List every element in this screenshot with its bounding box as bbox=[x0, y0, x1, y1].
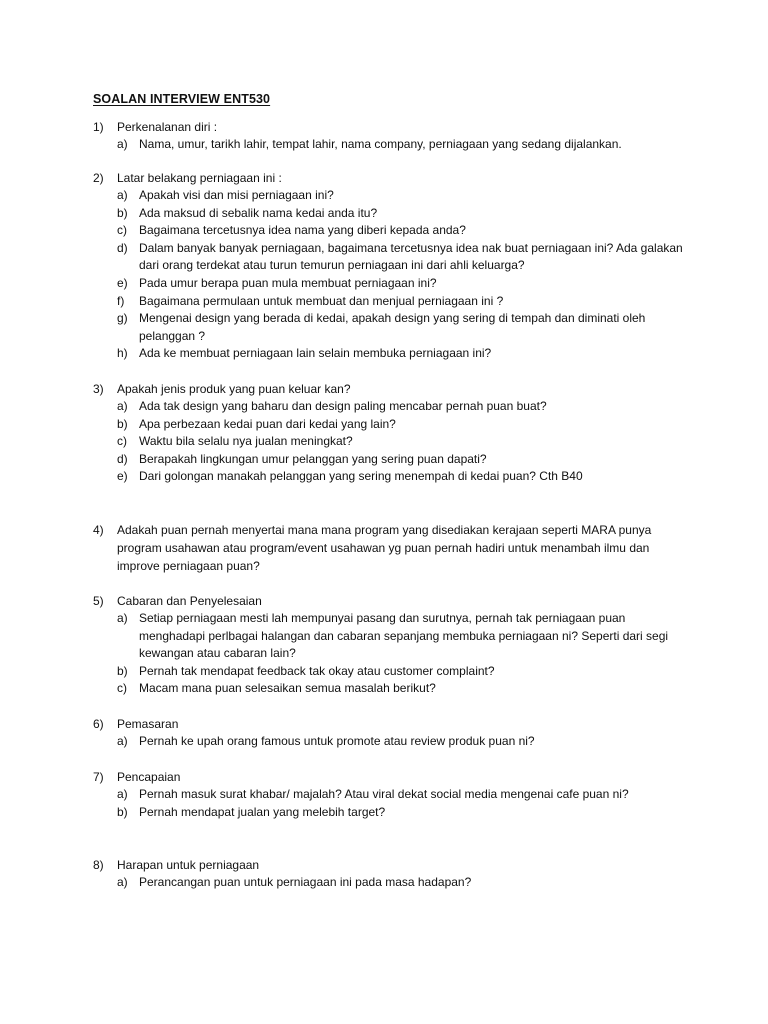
sub-question bbox=[93, 222, 683, 240]
sub-question bbox=[93, 205, 683, 223]
sub-question-text: Perancangan puan untuk perniagaan ini pada masa hadapan? bbox=[139, 875, 472, 889]
sub-question-text: Berapakah lingkungan umur pelanggan yang sering puan dapati? bbox=[139, 451, 487, 466]
sub-question-text: Ada maksud di sebalik nama kedai anda itu? bbox=[139, 205, 378, 220]
question-3 bbox=[93, 380, 683, 486]
sub-question-text: Pernah ke upah orang famous untuk promote atau review produk puan ni? bbox=[139, 734, 535, 748]
sub-question-letter: a) bbox=[117, 399, 128, 413]
sub-question bbox=[93, 310, 683, 345]
sub-question-text: Macam mana puan selesaikan semua masalah berikut? bbox=[139, 681, 436, 696]
question-number: 8) bbox=[93, 858, 104, 872]
sub-question bbox=[93, 804, 683, 822]
sub-question-letter: f) bbox=[117, 293, 125, 308]
question-text: Harapan untuk perniagaan bbox=[117, 858, 260, 872]
sub-question-text: Bagaimana tercetusnya idea nama yang diberi kepada anda? bbox=[139, 223, 466, 238]
sub-question-letter: b) bbox=[117, 416, 128, 431]
sub-question bbox=[93, 786, 683, 804]
sub-question bbox=[93, 275, 683, 293]
sub-question-text: Ada tak design yang baharu dan design paling mencabar pernah puan buat? bbox=[139, 399, 547, 413]
question-text: Apakah jenis produk yang puan keluar kan? bbox=[117, 382, 351, 396]
sub-question-letter: a) bbox=[117, 787, 128, 801]
sub-question bbox=[93, 416, 683, 434]
sub-question-letter: d) bbox=[117, 240, 128, 255]
question-4 bbox=[93, 521, 683, 575]
question-text: Adakah puan pernah menyertai mana mana program yang disediakan kerajaan seperti MARA punya program usahawan atau program/event usahawan yg puan pernah hadiri untuk menambah ilmu dan improve perniagaan puan? bbox=[117, 523, 652, 573]
question-1 bbox=[93, 118, 683, 154]
sub-question-text: Waktu bila selalu nya jualan meningkat? bbox=[139, 434, 353, 449]
question-number: 7) bbox=[93, 770, 104, 784]
sub-question-letter: b) bbox=[117, 205, 128, 220]
sub-question bbox=[93, 240, 683, 275]
question-number: 1) bbox=[93, 120, 104, 134]
sub-question-text: Pernah masuk surat khabar/ majalah? Atau viral dekat social media mengenai cafe puan ni? bbox=[139, 787, 629, 801]
sub-question bbox=[93, 433, 683, 451]
sub-question-letter: a) bbox=[117, 188, 128, 202]
sub-question-text: Ada ke membuat perniagaan lain selain membuka perniagaan ini? bbox=[139, 346, 492, 361]
sub-question-text: Apakah visi dan misi perniagaan ini? bbox=[139, 188, 334, 202]
question-7 bbox=[93, 768, 683, 821]
question-6 bbox=[93, 715, 683, 751]
sub-question-letter: c) bbox=[117, 681, 127, 696]
sub-question-text: Nama, umur, tarikh lahir, tempat lahir, nama company, perniagaan yang sedang dijalankan. bbox=[139, 137, 622, 151]
sub-question bbox=[93, 398, 683, 416]
question-text: Cabaran dan Penyelesaian bbox=[117, 594, 262, 608]
sub-question-text: Pada umur berapa puan mula membuat perniagaan ini? bbox=[139, 275, 437, 290]
question-text: Perkenalanan diri : bbox=[117, 120, 218, 134]
sub-question-letter: d) bbox=[117, 451, 128, 466]
question-number: 2) bbox=[93, 171, 104, 185]
question-number: 5) bbox=[93, 594, 104, 608]
sub-question-letter: a) bbox=[117, 137, 128, 151]
question-text: Latar belakang perniagaan ini : bbox=[117, 171, 282, 185]
question-number: 4) bbox=[93, 523, 104, 537]
sub-question-letter: e) bbox=[117, 469, 128, 484]
question-5 bbox=[93, 592, 683, 698]
sub-question-letter: a) bbox=[117, 875, 128, 889]
sub-question-letter: e) bbox=[117, 275, 128, 290]
sub-question bbox=[93, 345, 683, 363]
sub-question bbox=[93, 468, 683, 486]
question-number: 3) bbox=[93, 382, 104, 396]
sub-question-text: Mengenai design yang berada di kedai, apakah design yang sering di tempah dan diminati oleh pelanggan ? bbox=[139, 311, 646, 343]
sub-question bbox=[93, 663, 683, 681]
sub-question bbox=[93, 136, 683, 154]
sub-question-text: Dalam banyak banyak perniagaan, bagaimana tercetusnya idea nak buat perniagaan ini? Ada galakan dari orang terdekat atau turun temurun perniagaan ini dari ahli keluarga? bbox=[139, 240, 683, 273]
sub-question-letter: h) bbox=[117, 346, 128, 361]
sub-question bbox=[93, 874, 683, 892]
question-8 bbox=[93, 856, 683, 892]
sub-question-text: Dari golongan manakah pelanggan yang sering menempah di kedai puan? Cth B40 bbox=[139, 469, 583, 484]
sub-question bbox=[93, 293, 683, 311]
sub-question bbox=[93, 187, 683, 205]
sub-question-text: Bagaimana permulaan untuk membuat dan menjual perniagaan ini ? bbox=[139, 293, 504, 308]
sub-question-letter: b) bbox=[117, 804, 128, 819]
sub-question-letter: a) bbox=[117, 611, 128, 625]
sub-question-letter: g) bbox=[117, 311, 128, 326]
question-number: 6) bbox=[93, 717, 104, 731]
sub-question bbox=[93, 733, 683, 751]
sub-question-text: Pernah mendapat jualan yang melebih target? bbox=[139, 804, 386, 819]
sub-question-letter: c) bbox=[117, 434, 127, 449]
question-text: Pencapaian bbox=[117, 770, 181, 784]
sub-question-letter: a) bbox=[117, 734, 128, 748]
document-title: SOALAN INTERVIEW ENT530 bbox=[93, 92, 271, 106]
sub-question-letter: c) bbox=[117, 223, 127, 238]
sub-question-text: Apa perbezaan kedai puan dari kedai yang lain? bbox=[139, 416, 396, 431]
sub-question bbox=[93, 680, 683, 698]
question-text: Pemasaran bbox=[117, 717, 179, 731]
sub-question bbox=[93, 610, 683, 663]
question-2 bbox=[93, 169, 683, 363]
sub-question bbox=[93, 451, 683, 469]
sub-question-text: Pernah tak mendapat feedback tak okay atau customer complaint? bbox=[139, 663, 495, 678]
sub-question-letter: b) bbox=[117, 663, 128, 678]
sub-question-text: Setiap perniagaan mesti lah mempunyai pasang dan surutnya, pernah tak perniagaan puan menghadapi perlbagai halangan dan cabaran sepanjang membuka perniagaan ni? Seperti dari segi kewangan atau cabaran lain? bbox=[139, 611, 669, 661]
